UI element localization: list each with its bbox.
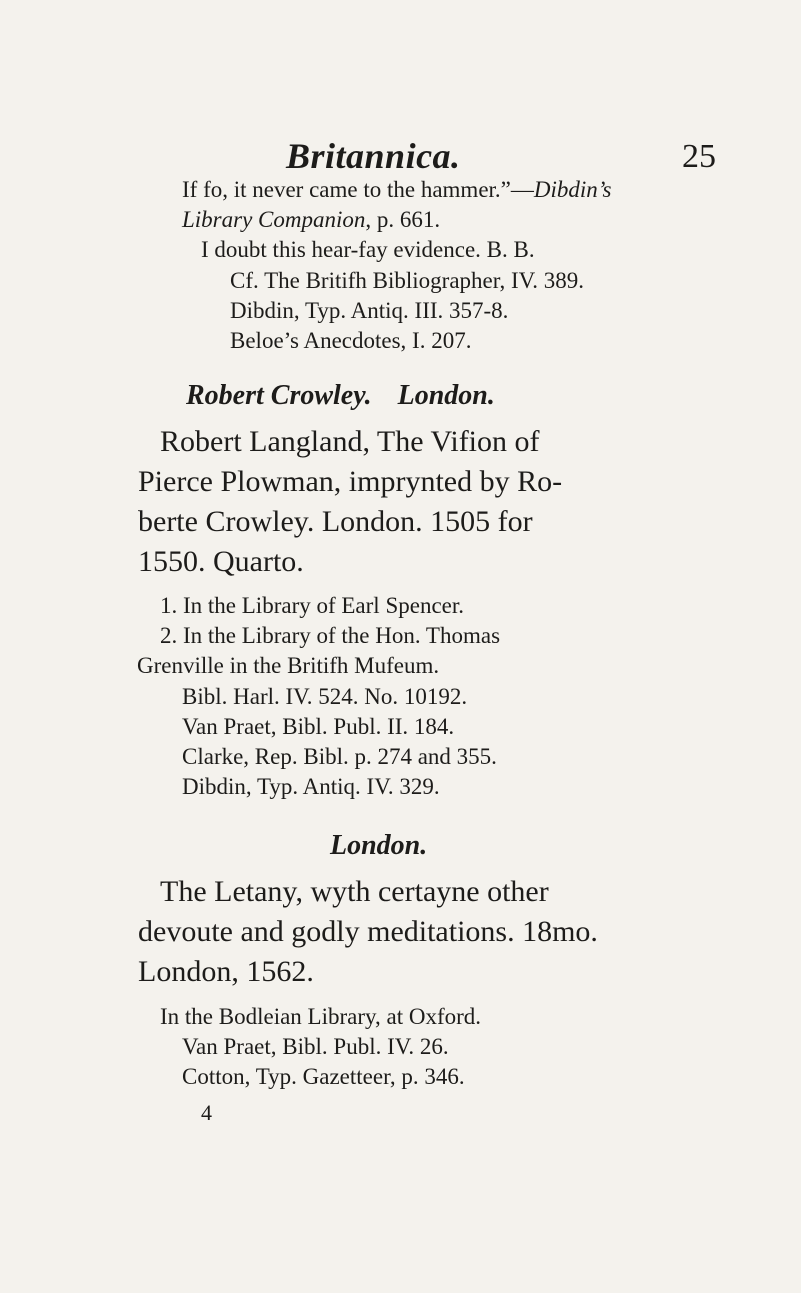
section-heading bbox=[186, 380, 495, 412]
reference-line: Cotton, Typ. Gazetteer, p. 346. bbox=[182, 1064, 465, 1089]
page-number: 25 bbox=[682, 138, 716, 175]
heading-place: London. bbox=[397, 380, 495, 411]
text-span: If fo, it never came to the hammer.”— bbox=[182, 177, 534, 202]
reference-line: Van Praet, Bibl. Publ. II. 184. bbox=[182, 714, 455, 739]
list-item: 1. In the Library of Earl Spencer. bbox=[160, 593, 464, 618]
reference-line: Beloe’s Anecdotes, I. 207. bbox=[230, 328, 472, 353]
section-heading: London. bbox=[330, 830, 428, 861]
running-title: Britannica. bbox=[286, 136, 461, 176]
reference-line: Clarke, Rep. Bibl. p. 274 and 355. bbox=[182, 744, 497, 769]
text-span-italic: Dibdin’s bbox=[533, 177, 612, 202]
reference-line: Van Praet, Bibl. Publ. IV. 26. bbox=[182, 1034, 449, 1059]
reference-line: Cf. The Britifh Bibliographer, IV. 389. bbox=[230, 268, 585, 293]
text-span-italic: Library Companion bbox=[182, 207, 366, 232]
entry-line: 1550. Quarto. bbox=[138, 545, 304, 578]
entry-line: Pierce Plowman, imprynted by Ro- bbox=[138, 465, 563, 498]
text-line bbox=[182, 177, 611, 203]
reference-line: Bibl. Harl. IV. 524. No. 10192. bbox=[182, 684, 468, 709]
list-item: 2. In the Library of the Hon. Thomas bbox=[160, 623, 501, 648]
text-span: , p. 661. bbox=[365, 207, 441, 232]
reference-line: Dibdin, Typ. Antiq. III. 357-8. bbox=[230, 298, 509, 323]
text-line: I doubt this hear-fay evidence. B. B. bbox=[201, 237, 535, 262]
text-line bbox=[182, 207, 440, 233]
reference-line: Dibdin, Typ. Antiq. IV. 329. bbox=[182, 774, 440, 799]
entry-line: berte Crowley. London. 1505 for bbox=[138, 505, 533, 538]
entry-line: London, 1562. bbox=[138, 955, 314, 988]
signature-mark: 4 bbox=[201, 1100, 212, 1125]
list-item: Grenville in the Britifh Mufeum. bbox=[137, 653, 440, 678]
heading-printer: Robert Crowley. bbox=[186, 380, 372, 411]
entry-line: The Letany, wyth certayne other bbox=[160, 875, 549, 908]
entry-line: Robert Langland, The Vifion of bbox=[160, 425, 540, 458]
list-item: In the Bodleian Library, at Oxford. bbox=[160, 1004, 482, 1029]
entry-line: devoute and godly meditations. 18mo. bbox=[138, 915, 598, 948]
